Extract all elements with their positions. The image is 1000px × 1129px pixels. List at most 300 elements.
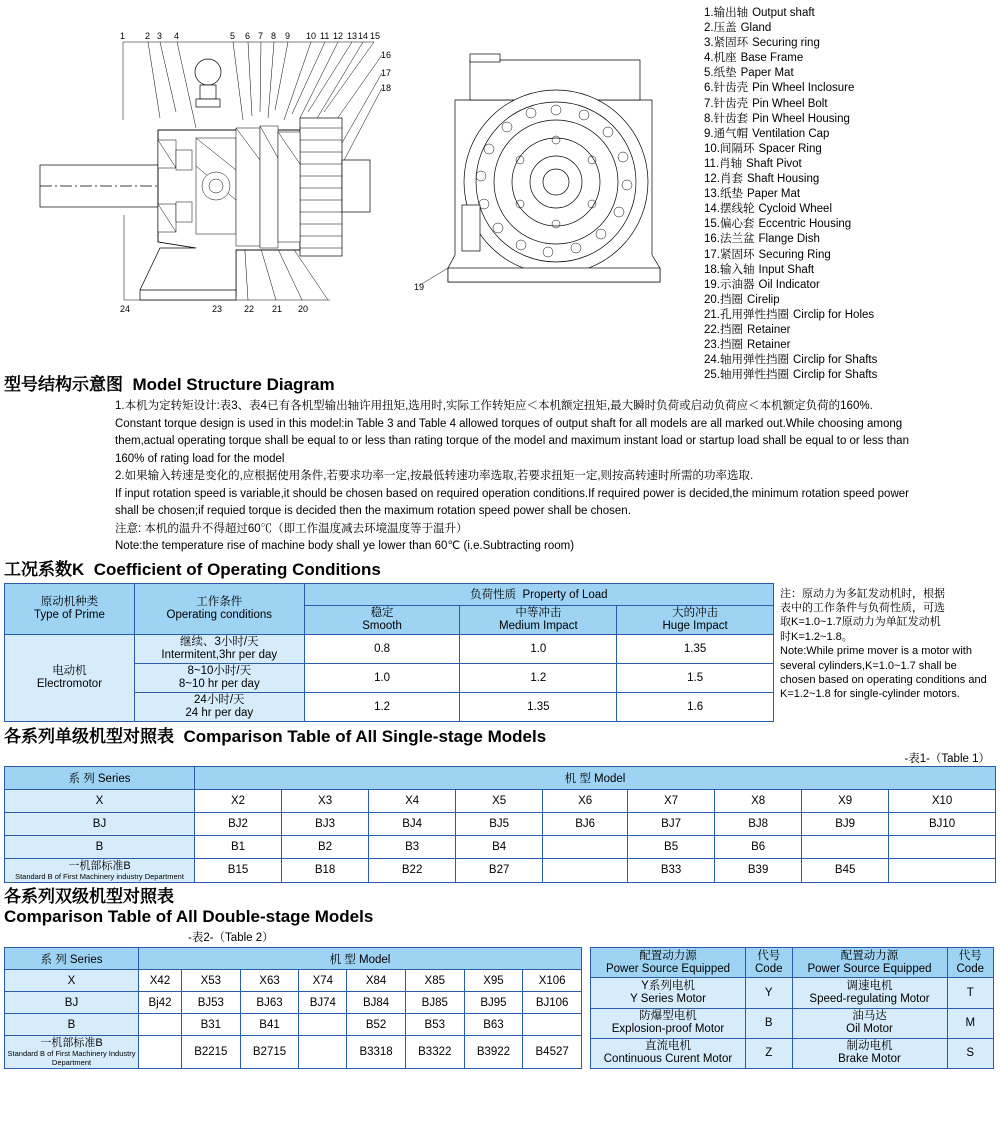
power-source-hdr-cn: 配置动力源 (840, 949, 899, 962)
double-table-caption: -表2-（Table 2） (188, 932, 274, 944)
legend-number: 17. (704, 248, 720, 261)
note-cn-line: 注：原动力为多缸发动机时，根据 (780, 587, 945, 600)
legend-number: 14. (704, 203, 720, 216)
series-standard-cn: 一机部标准B (40, 1037, 103, 1049)
svg-text:16: 16 (381, 50, 392, 60)
table-row (5, 835, 996, 858)
legend-label-en: Paper Mat (747, 188, 801, 201)
cell-prime-value (5, 634, 135, 721)
cell-model: B31 (181, 1014, 240, 1036)
cell-model: BJ6 (543, 812, 628, 835)
col-header-smooth-cn: 稳定 (370, 606, 394, 619)
legend-number: 16. (704, 233, 720, 246)
svg-text:17: 17 (381, 68, 392, 78)
legend-label-cn: 轴用弹性挡圈 (720, 354, 789, 367)
cell-smooth: 1.2 (304, 692, 460, 721)
col-header-load-cn: 负荷性质 (470, 589, 517, 601)
cell-model: X3 (282, 789, 369, 812)
list-item (704, 81, 1000, 96)
legend-label-en: Paper Mat (740, 67, 794, 80)
col-header-medium (460, 605, 617, 634)
legend-number: 18. (704, 263, 720, 276)
legend-label-en: Spacer Ring (758, 142, 822, 155)
diagram-svg (0, 0, 700, 370)
cell-condition (134, 634, 304, 663)
cell-code-right: T (947, 978, 994, 1008)
power-source-cn: Y系列电机 (641, 979, 695, 992)
power-source-cn: 油马达 (852, 1010, 887, 1023)
table-row (5, 992, 582, 1014)
list-item (704, 142, 1000, 157)
cell-model: B39 (715, 858, 802, 883)
col-header-conditions-cn: 工作条件 (196, 595, 243, 608)
svg-text:15: 15 (370, 31, 381, 41)
legend-label-cn: 压盖 (713, 22, 737, 35)
svg-text:5: 5 (230, 31, 236, 41)
note-line: Note:the temperature rise of machine body shall ye lower than 60℃ (i.e.Subtracting room) (115, 540, 575, 552)
list-item (704, 6, 1000, 21)
svg-text:20: 20 (298, 304, 309, 314)
cell-model: BJ85 (405, 992, 464, 1014)
cell-model: B1 (195, 835, 282, 858)
cell-model: BJ7 (628, 812, 715, 835)
power-source-en: Speed-regulating Motor (809, 992, 930, 1005)
condition-en: 8~10 hr per day (178, 677, 260, 690)
cell-model: B41 (240, 1014, 299, 1036)
series-standard-en: Standard B of First Machinery industry Department (15, 871, 184, 881)
cell-model: B2 (282, 835, 369, 858)
legend-label-en: Shaft Pivot (746, 157, 802, 170)
cell-model: BJ5 (456, 812, 543, 835)
legend-number: 1. (704, 7, 714, 19)
power-source-en: Continuous Curent Motor (603, 1053, 733, 1066)
legend-label-cn: 纸垫 (720, 188, 743, 201)
note-line: 160% of rating load for the model (115, 452, 285, 465)
cell-model: B15 (195, 858, 282, 883)
legend-number: 19. (704, 278, 720, 291)
condition-cn: 24小时/天 (194, 693, 245, 706)
power-source-hdr-en: Power Source Equipped (605, 962, 731, 975)
cell-code-left: B (746, 1008, 793, 1038)
col-header-load (304, 583, 773, 605)
cell-power-source-left (591, 1038, 746, 1068)
cell-model: BJ10 (889, 812, 996, 835)
legend-label-cn: 机座 (713, 52, 737, 65)
model-notes (0, 398, 1000, 555)
cell-condition (134, 663, 304, 692)
power-source-cn: 制动电机 (846, 1040, 893, 1053)
col-header-series: 系 列 Series (5, 948, 139, 970)
cell-model: X2 (195, 789, 282, 812)
code-hdr-cn: 代号 (757, 949, 781, 962)
cell-power-source-left (591, 1008, 746, 1038)
legend-label-cn: 输入轴 (720, 263, 755, 276)
power-source-cn: 调速电机 (846, 979, 893, 992)
power-source-en: Y Series Motor (630, 992, 706, 1005)
cell-model: B4527 (523, 1036, 582, 1069)
heading-en: Comparison Table of All Single-stage Models (183, 726, 547, 746)
legend-label-en: Circlip for Shafts (793, 354, 878, 367)
legend-label-en: Oil Indicator (758, 278, 820, 291)
svg-text:11: 11 (320, 31, 330, 41)
list-item (704, 338, 1000, 353)
col-header-prime (5, 583, 135, 634)
cell-model: X84 (347, 970, 406, 992)
legend-number: 12. (704, 173, 720, 186)
legend-label-en: Pin Wheel Bolt (752, 97, 828, 110)
cell-model: X8 (715, 789, 802, 812)
list-item (704, 157, 1000, 172)
cell-model: X10 (889, 789, 996, 812)
cell-model: B4 (456, 835, 543, 858)
cell-huge: 1.5 (617, 663, 774, 692)
table-row (5, 789, 996, 812)
note-line: If input rotation speed is variable,it should be chosen based on required operation conditions.If required power is decided,the minimum rotation speed power (115, 487, 909, 500)
heading-cn: 工况系数K (4, 559, 85, 579)
table-row (5, 634, 774, 663)
condition-cn: 8~10小时/天 (187, 664, 252, 677)
table-row (5, 858, 996, 883)
coefficient-table (4, 583, 774, 722)
cell-model: B3922 (464, 1036, 523, 1069)
legend-label-en: Securing Ring (758, 248, 831, 261)
table-row (591, 1008, 994, 1038)
legend-number: 22. (704, 323, 720, 336)
double-stage-section (0, 947, 1000, 1069)
cell-model: BJ9 (802, 812, 889, 835)
legend-label-en: Retainer (747, 339, 791, 352)
legend-label-cn: 通气帽 (713, 127, 749, 140)
svg-text:10: 10 (306, 31, 317, 41)
cell-model: B18 (282, 858, 369, 883)
legend-label-cn: 摆线轮 (720, 203, 755, 216)
col-header-conditions-en: Operating conditions (166, 608, 273, 621)
cell-model: B2715 (240, 1036, 299, 1069)
svg-text:24: 24 (120, 304, 131, 314)
heading-cn: 各系列单级机型对照表 (4, 726, 174, 746)
list-item (704, 308, 1000, 323)
legend-label-en: Securing ring (752, 37, 820, 50)
svg-text:4: 4 (174, 31, 180, 41)
cell-medium: 1.0 (460, 634, 617, 663)
cell-model: X95 (464, 970, 523, 992)
col-header-model: 机 型 Model (139, 948, 582, 970)
cell-model: X106 (523, 970, 582, 992)
cell-smooth: 0.8 (304, 634, 460, 663)
cell-series: B (5, 835, 195, 858)
legend-number: 23. (704, 339, 720, 352)
legend-label-en: Circlip for Shafts (793, 369, 878, 382)
cell-model: B63 (464, 1014, 523, 1036)
power-source-hdr-cn: 配置动力源 (639, 949, 697, 962)
table-row (5, 970, 582, 992)
cell-model: X4 (369, 789, 456, 812)
cell-model-empty (543, 835, 628, 858)
list-item (704, 51, 1000, 66)
cell-model: BJ63 (240, 992, 299, 1014)
cell-power-source-right (792, 1008, 947, 1038)
list-item (704, 293, 1000, 308)
col-header-power-source-right (792, 948, 947, 978)
condition-en: 24 hr per day (185, 706, 254, 719)
legend-number: 25. (704, 369, 720, 382)
cell-huge: 1.6 (617, 692, 774, 721)
legend-label-cn: 孔用弹性挡圈 (720, 308, 789, 321)
cell-code-left: Z (746, 1038, 793, 1068)
cell-power-source-right (792, 978, 947, 1008)
cell-model: BJ3 (282, 812, 369, 835)
cell-model: X85 (405, 970, 464, 992)
legend-label-en: Shaft Housing (747, 173, 820, 186)
legend-label-cn: 挡圈 (720, 323, 743, 336)
col-header-model: 机 型 Model (195, 766, 996, 789)
list-item (704, 217, 1000, 232)
legend-label-en: Eccentric Housing (758, 218, 852, 231)
cell-model: X42 (139, 970, 182, 992)
svg-text:13: 13 (347, 31, 358, 41)
legend-label-en: Circlip for Holes (793, 308, 875, 321)
list-item (704, 97, 1000, 112)
cell-medium: 1.35 (460, 692, 617, 721)
power-source-cn: 直流电机 (645, 1040, 691, 1053)
legend-label-cn: 挡圈 (720, 293, 743, 306)
prime-value-cn: 电动机 (52, 664, 87, 677)
legend-number: 24. (704, 354, 720, 367)
cell-model: BJ74 (299, 992, 347, 1014)
list-item (704, 21, 1000, 36)
legend-number: 6. (704, 82, 714, 95)
cell-model: X5 (456, 789, 543, 812)
legend-label-cn: 示油器 (720, 278, 755, 291)
list-item (704, 368, 1000, 383)
legend-label-cn: 偏心套 (720, 218, 755, 231)
legend-number: 13. (704, 188, 720, 201)
cell-model: B53 (405, 1014, 464, 1036)
section-heading-coefficient (0, 559, 1000, 581)
list-item (704, 232, 1000, 247)
power-source-cn: 防爆型电机 (639, 1010, 697, 1023)
coefficient-section (0, 583, 1000, 722)
col-header-series: 系 列 Series (5, 766, 195, 789)
cell-series: BJ (5, 992, 139, 1014)
list-item (704, 202, 1000, 217)
cell-model: X74 (299, 970, 347, 992)
single-stage-table (4, 766, 996, 884)
legend-label-cn: 挡圈 (720, 339, 743, 352)
code-hdr-en: Code (956, 962, 984, 975)
cell-model: B45 (802, 858, 889, 883)
double-stage-table (4, 947, 582, 1069)
cell-smooth: 1.0 (304, 663, 460, 692)
legend-label-cn: 轴用弹性挡圈 (720, 369, 789, 382)
legend-number: 21. (704, 308, 720, 321)
cell-series: X (5, 789, 195, 812)
svg-text:23: 23 (212, 304, 223, 314)
legend-label-en: Pin Wheel Inclosure (752, 82, 855, 95)
legend-number: 20. (704, 293, 720, 306)
cell-series: BJ (5, 812, 195, 835)
cell-model: X53 (181, 970, 240, 992)
cell-code-right: M (947, 1008, 994, 1038)
cell-model: B5 (628, 835, 715, 858)
series-standard-en: Standard B of First Machinery Industry Department (7, 1049, 136, 1067)
legend-label-en: Gland (740, 22, 772, 35)
legend-label-en: Ventilation Cap (752, 127, 830, 140)
svg-text:8: 8 (271, 31, 277, 41)
heading-en: Model Structure Diagram (132, 375, 335, 394)
coefficient-note (774, 583, 996, 722)
cell-huge: 1.35 (617, 634, 774, 663)
legend-label-cn: 肖轴 (719, 157, 743, 170)
list-item (704, 187, 1000, 202)
note-cn-line: 取K=1.0~1.7原动力为单缸发动机 (780, 616, 941, 629)
col-header-huge-cn: 大的冲击 (672, 606, 719, 619)
list-item (704, 36, 1000, 51)
legend-label-en: Output shaft (752, 7, 815, 19)
legend-label-en: Cirelip (747, 293, 780, 306)
cell-power-source-right (792, 1038, 947, 1068)
col-header-prime-cn: 原动机种类 (40, 595, 99, 608)
svg-text:21: 21 (272, 304, 283, 314)
table-row (591, 978, 994, 1008)
note-line: 1.本机为定转矩设计:表3、表4已有各机型输出轴许用扭矩,选用时,实际工作转矩应＜本机额定扭矩,最大瞬时负荷或启动负荷应＜本机额定负荷的160%. (115, 400, 873, 412)
legend-label-cn: 纸垫 (713, 67, 737, 80)
cell-model: X6 (543, 789, 628, 812)
cycloid-reducer-diagram (0, 0, 700, 370)
col-header-smooth (304, 605, 460, 634)
cell-series-standard (5, 858, 195, 883)
cell-model: BJ4 (369, 812, 456, 835)
note-line: them,actual operating torque shall be equal to or less than rating torque of the model and maximum instant load or startup load shall be equal to or less than (115, 435, 909, 447)
legend-label-cn: 针齿套 (713, 112, 749, 125)
col-header-huge-en: Huge Impact (662, 619, 728, 632)
cell-model-empty (543, 858, 628, 883)
cell-model: X9 (802, 789, 889, 812)
cell-model-empty (889, 835, 996, 858)
cell-model: BJ106 (523, 992, 582, 1014)
note-en-line: Note:While prime mover is a motor with (780, 645, 972, 658)
legend-number: 9. (704, 127, 714, 140)
cell-model: BJ2 (195, 812, 282, 835)
list-item (704, 127, 1000, 142)
cell-model: Bj42 (139, 992, 182, 1014)
legend-number: 11. (704, 157, 720, 170)
heading-cn: 各系列双级机型对照表 (4, 887, 174, 906)
legend-label-cn: 紧固环 (720, 248, 755, 261)
legend-number: 2. (704, 22, 714, 35)
code-hdr-en: Code (755, 962, 783, 975)
table-row (5, 1014, 582, 1036)
cell-model: B3318 (347, 1036, 406, 1069)
legend-label-cn: 针齿壳 (713, 82, 749, 95)
cell-model-empty (299, 1014, 347, 1036)
note-en-line: several cylinders,K=1.0~1.7 shall be (780, 659, 957, 672)
svg-text:1: 1 (120, 31, 126, 41)
single-table-caption: -表1-（Table 1） (904, 752, 990, 765)
col-header-code-left (746, 948, 793, 978)
section-heading-single-stage (0, 726, 1000, 748)
list-item (704, 66, 1000, 81)
table-row (591, 1038, 994, 1068)
table-row (5, 812, 996, 835)
cell-model-empty (299, 1036, 347, 1069)
svg-text:22: 22 (244, 304, 255, 314)
top-area (0, 0, 1000, 382)
list-item (704, 353, 1000, 368)
note-line: Constant torque design is used in this model:in Table 3 and Table 4 allowed torques of output shaft for all models are all marked out.While choosing among (115, 417, 903, 430)
list-item (704, 112, 1000, 127)
cell-model: B22 (369, 858, 456, 883)
note-en-line: K=1.2~1.8 for single-cylinder motors. (780, 688, 960, 701)
section-heading-double-stage (0, 887, 1000, 927)
table-row (5, 1036, 582, 1069)
cell-model-empty (889, 858, 996, 883)
legend-label-en: Flange Dish (758, 233, 820, 246)
cell-code-left: Y (746, 978, 793, 1008)
cell-model-empty (523, 1014, 582, 1036)
col-header-medium-en: Medium Impact (499, 619, 578, 632)
cell-model: BJ95 (464, 992, 523, 1014)
legend-number: 7. (704, 97, 714, 110)
power-source-table (590, 947, 994, 1069)
svg-text:6: 6 (245, 31, 251, 41)
power-source-hdr-en: Power Source Equipped (807, 962, 932, 975)
cell-model: B3 (369, 835, 456, 858)
note-cn-line: 时K=1.2~1.8。 (780, 630, 853, 643)
legend-label-en: Retainer (747, 323, 791, 336)
power-source-en: Oil Motor (846, 1023, 893, 1036)
cell-model: B2215 (181, 1036, 240, 1069)
cell-code-right: S (947, 1038, 994, 1068)
cell-model-empty (139, 1036, 182, 1069)
legend-label-cn: 输出轴 (713, 7, 749, 19)
condition-en: Intermitent,3hr per day (161, 648, 278, 661)
list-item (704, 323, 1000, 338)
legend-number: 3. (704, 37, 714, 50)
note-line: shall be chosen;if requied torque is decided then the maximum rotation speed power shall be chosen. (115, 505, 631, 517)
note-cn-line: 表中的工作条件与负荷性质，可选 (780, 601, 945, 614)
col-header-huge (617, 605, 774, 634)
code-hdr-cn: 代号 (958, 949, 982, 962)
cell-model: B3322 (405, 1036, 464, 1069)
col-header-conditions (134, 583, 304, 634)
parts-legend (700, 0, 1000, 382)
legend-label-cn: 紧固环 (713, 37, 749, 50)
cell-model: B27 (456, 858, 543, 883)
prime-value-en: Electromotor (36, 677, 103, 690)
legend-label-en: Input Shaft (758, 263, 815, 276)
cell-medium: 1.2 (460, 663, 617, 692)
svg-text:2: 2 (145, 31, 151, 41)
list-item (704, 263, 1000, 278)
cell-series: X (5, 970, 139, 992)
cell-model: BJ53 (181, 992, 240, 1014)
svg-text:9: 9 (285, 31, 291, 41)
col-header-prime-en: Type of Prime (33, 608, 105, 621)
legend-label-cn: 法兰盆 (720, 233, 755, 246)
cell-model: X7 (628, 789, 715, 812)
cell-model-empty (139, 1014, 182, 1036)
cell-condition (134, 692, 304, 721)
condition-cn: 继续、3小时/天 (179, 635, 259, 648)
legend-label-en: Pin Wheel Housing (752, 112, 850, 125)
cell-model-empty (802, 835, 889, 858)
series-standard-cn: 一机部标准B (68, 859, 131, 872)
svg-text:18: 18 (381, 83, 392, 93)
list-item (704, 172, 1000, 187)
note-line: 2.如果输入转速是变化的,应根据使用条件,若要求功率一定,按最低转速功率选取,若要求扭矩一定,则按高转速时所需的功率选取. (115, 470, 754, 482)
cell-model: X63 (240, 970, 299, 992)
